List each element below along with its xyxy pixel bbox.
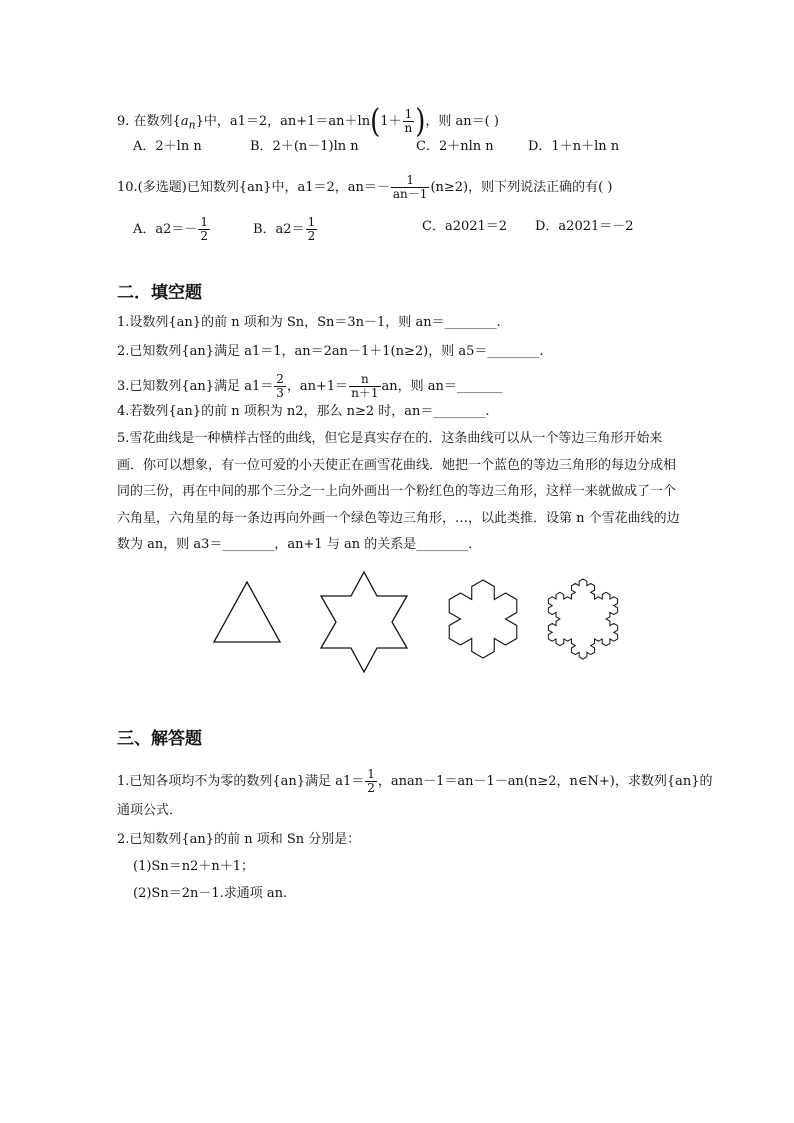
solve-q2-part2: (2)Sn＝2n－1.求通项 an. [133, 886, 288, 901]
solve-q1: 1.已知各项均不为零的数列{an}满足 a1＝ $\frac{1}{2}$ ，anan－1＝an－1－an(n≥2，n∈N+)，求数列{an}的 [117, 767, 713, 795]
figure-snowflake-4 [541, 577, 625, 661]
fill-q4: 4.若数列{an}的前 n 项积为 n2，那么 n≥2 时，an＝________. [117, 404, 490, 419]
q9-option-d: D．1＋n＋ln n [528, 139, 620, 154]
q10-option-c: C．a2021＝2 [422, 219, 508, 234]
q9-stem-prefix: 9. 在数列{ [117, 114, 181, 129]
q10-tail: (n≥2)，则下列说法正确的有( ) [430, 180, 613, 195]
figure-snowflake-3 [441, 577, 525, 661]
q9-left-paren: ( [370, 102, 381, 141]
q9-tail: ，则 an＝( ) [425, 114, 499, 129]
q9-stem-mid: }中， [195, 114, 230, 129]
q9-option-a: A．2＋ln n [133, 139, 202, 154]
q10-stem [117, 174, 612, 201]
q9-fraction: $\frac{1}{n}$ [404, 107, 413, 135]
snowflake-3-shape [449, 580, 517, 658]
q9-option-c: C．2＋nln n [416, 139, 494, 154]
q10-fraction: $\frac{1}{an-1}$ [392, 173, 428, 201]
q10-option-b: B．a2＝ $\frac{1}{2}$ [253, 215, 316, 243]
q9-option-b: B．2＋(n－1)ln n [250, 139, 359, 154]
solve-q2-part1: (1)Sn＝n2＋n＋1； [133, 859, 254, 874]
fill-q5: 5.雪花曲线是一种横样古怪的曲线，但它是真实存在的．这条曲线可以从一个等边三角形开始来画．你可以想象，有一位可爱的小天使正在画雪花曲线．她把一个蓝色的等边三角形的每边分成相同的三份，再在中间的那个三分之一上向外画出一个粉红色的等边三角形，这样一来就做成了一个六角星，六角星的每一条边再向外画一个绿色等边三角形，…，以此类推．设第 n 个雪花曲线的边数为 an，则 a3＝________，an+1 与 an 的关系是________． [117, 431, 680, 552]
q10-option-a: A．a2＝－ $\frac{1}{2}$ [133, 215, 209, 243]
fill-q1: 1.设数列{an}的前 n 项和为 Sn，Sn＝3n－1，则 an＝________. [117, 315, 501, 330]
fill-q2: 2.已知数列{an}满足 a1＝1，an＝2an－1＋1(n≥2)，则 a5＝________. [117, 344, 544, 359]
q9-stem: 9. 在数列$\{a_n\}$中，a1＝2，an+1＝an＋ln(1＋ $\frac{1}{n}$ )，则 an＝( ) [117, 102, 499, 141]
section-title-solve: 三、解答题 [117, 729, 202, 749]
q9-recurrence: an+1＝an＋ln [280, 114, 371, 129]
triangle-shape [214, 582, 280, 642]
fill-q3: 3.已知数列{an}满足 a1＝ $\frac{2}{3}$ ，an+1＝ $\frac{n}{n+1}$ an，则 an＝_______ [117, 372, 503, 400]
figure-triangle [211, 579, 283, 645]
q9-right-paren: ) [415, 102, 426, 141]
section-title-fill-in: 二．填空题 [117, 283, 202, 303]
q10-option-d: D．a2021＝－2 [535, 219, 634, 234]
figure-hexagram [314, 570, 414, 674]
hexagram-shape [321, 572, 407, 672]
solve-q2: 2.已知数列{an}的前 n 项和 Sn 分别是： [117, 832, 361, 847]
snowflake-4-shape [548, 579, 617, 659]
solve-q1-line2: 通项公式． [117, 803, 183, 818]
q9-a1: a1＝2， [229, 114, 281, 129]
q9-one-plus: 1＋ [380, 114, 402, 129]
q10-stem-text: 10.(多选题)已知数列{an}中，a1＝2，an＝－ [117, 180, 390, 195]
